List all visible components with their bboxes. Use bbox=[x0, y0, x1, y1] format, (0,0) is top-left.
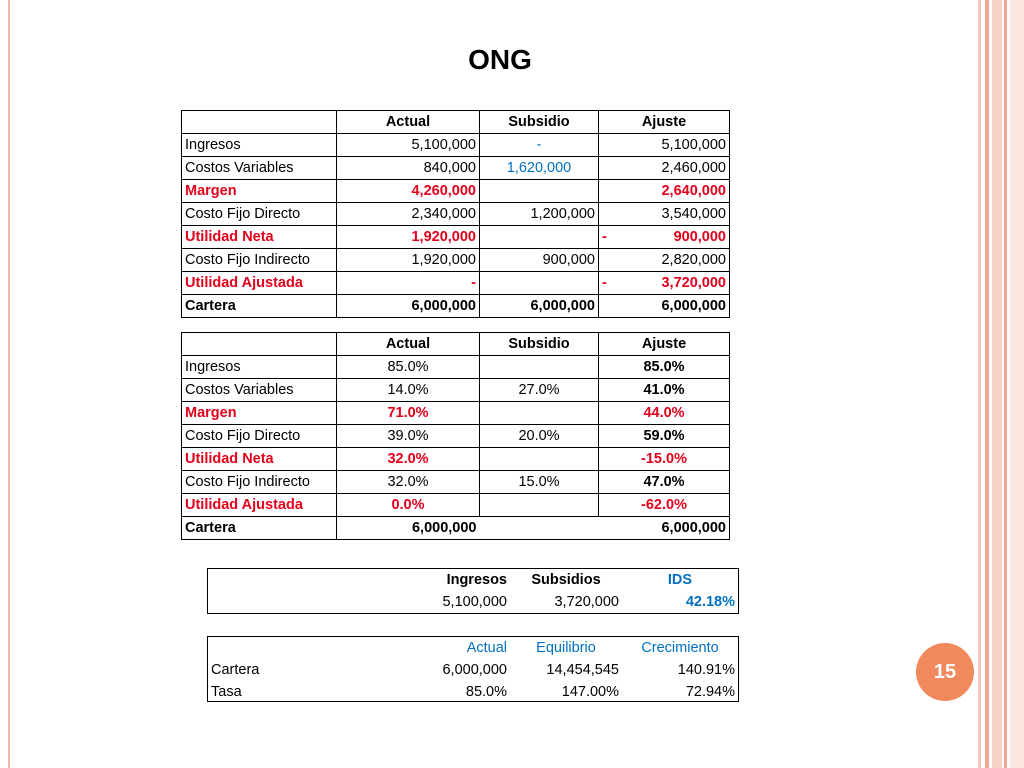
row-spacer bbox=[208, 591, 403, 613]
row-label: Ingresos bbox=[182, 134, 337, 157]
header-cell: Actual bbox=[337, 111, 480, 134]
cell-actual: - bbox=[337, 272, 480, 295]
ids-box bbox=[207, 568, 739, 614]
table-row bbox=[182, 203, 730, 226]
cell-actual: 32.0% bbox=[337, 471, 480, 494]
table-row bbox=[182, 379, 730, 402]
negative-sign: - bbox=[602, 275, 607, 291]
header-cell: Actual bbox=[337, 333, 480, 356]
table-header-row bbox=[182, 111, 730, 134]
cell-ajuste: 2,460,000 bbox=[599, 157, 730, 180]
row-label: Utilidad Neta bbox=[182, 226, 337, 249]
right-decor-stripe bbox=[992, 0, 1002, 768]
row-label: Costo Fijo Directo bbox=[182, 425, 337, 448]
cell-actual: 4,260,000 bbox=[337, 180, 480, 203]
header-cell: Subsidio bbox=[480, 111, 599, 134]
table-amounts bbox=[181, 110, 730, 318]
table-percentages bbox=[181, 332, 730, 540]
cell-ingresos: 5,100,000 bbox=[442, 594, 507, 610]
cell-subsidio: 6,000,000 bbox=[480, 295, 599, 318]
row-label: Tasa bbox=[211, 684, 242, 700]
row-label: Margen bbox=[182, 180, 337, 203]
table-row bbox=[182, 494, 730, 517]
table-growth bbox=[208, 637, 738, 703]
cell-subsidio bbox=[480, 272, 599, 295]
cell-actual: 85.0% bbox=[337, 356, 480, 379]
cell-ids: 42.18% bbox=[685, 594, 735, 610]
header-cell: Actual bbox=[466, 640, 507, 656]
row-label: Cartera bbox=[182, 295, 337, 318]
table-row bbox=[182, 180, 730, 203]
header-spacer bbox=[208, 569, 403, 591]
row-label: Costos Variables bbox=[182, 379, 337, 402]
table-row bbox=[182, 272, 730, 295]
row-label: Ingresos bbox=[182, 356, 337, 379]
row-label: Margen bbox=[182, 402, 337, 425]
cell-ajuste: -15.0% bbox=[599, 448, 730, 471]
table-row bbox=[182, 425, 730, 448]
cell-ajuste: 6,000,000 bbox=[599, 517, 730, 540]
cell-actual: 6,000,000 bbox=[442, 662, 507, 678]
page-number-badge: 15 bbox=[916, 643, 974, 701]
right-decor-stripe bbox=[1010, 0, 1024, 768]
cell-subsidio: 900,000 bbox=[480, 249, 599, 272]
header-cell: Ingresos bbox=[446, 572, 507, 588]
right-decor-stripe bbox=[978, 0, 981, 768]
row-label: Utilidad Ajustada bbox=[182, 272, 337, 295]
header-cell: Equilibrio bbox=[536, 640, 596, 656]
table-row bbox=[208, 591, 738, 613]
cell-actual: 6,000,000 bbox=[337, 295, 480, 318]
negative-sign: - bbox=[602, 229, 607, 245]
table-row bbox=[182, 157, 730, 180]
table-row bbox=[182, 295, 730, 318]
cell-actual: 6,000,000 bbox=[337, 517, 480, 540]
cell-ajuste: 41.0% bbox=[599, 379, 730, 402]
cell-ajuste: 44.0% bbox=[599, 402, 730, 425]
cell-subsidio bbox=[480, 356, 599, 379]
table-header-row bbox=[182, 333, 730, 356]
cell-actual: 14.0% bbox=[337, 379, 480, 402]
cell-ajuste bbox=[599, 226, 730, 249]
row-label: Costo Fijo Indirecto bbox=[182, 471, 337, 494]
table-row bbox=[182, 402, 730, 425]
cell-crecimiento: 140.91% bbox=[677, 662, 735, 678]
row-label: Costos Variables bbox=[182, 157, 337, 180]
cell-subsidio bbox=[480, 180, 599, 203]
row-label: Costo Fijo Directo bbox=[182, 203, 337, 226]
header-cell bbox=[182, 333, 337, 356]
left-border-line bbox=[8, 0, 10, 768]
cell-actual: 85.0% bbox=[465, 684, 507, 700]
cell-subsidio: 1,200,000 bbox=[480, 203, 599, 226]
cell-subsidio bbox=[480, 402, 599, 425]
cell-actual: 840,000 bbox=[337, 157, 480, 180]
cell-subsidio: 27.0% bbox=[480, 379, 599, 402]
cell-subsidio bbox=[480, 517, 599, 540]
cell-actual: 0.0% bbox=[337, 494, 480, 517]
header-cell bbox=[182, 111, 337, 134]
row-label: Costo Fijo Indirecto bbox=[182, 249, 337, 272]
cell-ajuste bbox=[599, 272, 730, 295]
cell-ajuste: 3,540,000 bbox=[599, 203, 730, 226]
cell-ajuste: 6,000,000 bbox=[599, 295, 730, 318]
row-label: Utilidad Ajustada bbox=[182, 494, 337, 517]
table-ids bbox=[208, 569, 738, 613]
cell-actual: 1,920,000 bbox=[337, 226, 480, 249]
cell-subsidio bbox=[480, 448, 599, 471]
cell-subsidio: 1,620,000 bbox=[480, 157, 599, 180]
cell-subsidio bbox=[480, 226, 599, 249]
table-row bbox=[182, 249, 730, 272]
table-header-row bbox=[208, 569, 738, 591]
cell-actual: 71.0% bbox=[337, 402, 480, 425]
cell-equilibrio: 14,454,545 bbox=[546, 662, 619, 678]
table-row bbox=[182, 448, 730, 471]
cell-value: 900,000 bbox=[673, 229, 726, 245]
cell-subsidio bbox=[480, 494, 599, 517]
table-row bbox=[182, 356, 730, 379]
cell-ajuste: 47.0% bbox=[599, 471, 730, 494]
header-cell: Subsidio bbox=[480, 333, 599, 356]
cell-actual: 5,100,000 bbox=[337, 134, 480, 157]
row-label: Cartera bbox=[211, 662, 260, 678]
table-header-row bbox=[208, 637, 738, 659]
cell-crecimiento: 72.94% bbox=[685, 684, 735, 700]
growth-box bbox=[207, 636, 739, 702]
slide-title: ONG bbox=[468, 44, 532, 75]
cell-subsidios: 3,720,000 bbox=[554, 594, 619, 610]
header-spacer bbox=[208, 637, 403, 659]
header-cell: Ajuste bbox=[599, 111, 730, 134]
header-cell: Subsidios bbox=[531, 572, 601, 588]
cell-ajuste: 2,820,000 bbox=[599, 249, 730, 272]
table-row bbox=[208, 659, 738, 681]
cell-actual: 32.0% bbox=[337, 448, 480, 471]
cell-ajuste: 59.0% bbox=[599, 425, 730, 448]
header-cell: Crecimiento bbox=[641, 640, 719, 656]
cell-subsidio: 20.0% bbox=[480, 425, 599, 448]
cell-actual: 2,340,000 bbox=[337, 203, 480, 226]
right-decor-stripe bbox=[1004, 0, 1007, 768]
table-row bbox=[182, 226, 730, 249]
cell-ajuste: 2,640,000 bbox=[599, 180, 730, 203]
table-row bbox=[182, 517, 730, 540]
cell-subsidio: - bbox=[480, 134, 599, 157]
cell-actual: 39.0% bbox=[337, 425, 480, 448]
cell-ajuste: 85.0% bbox=[599, 356, 730, 379]
cell-equilibrio: 147.00% bbox=[561, 684, 619, 700]
cell-ajuste: -62.0% bbox=[599, 494, 730, 517]
cell-actual: 1,920,000 bbox=[337, 249, 480, 272]
right-decor-stripe bbox=[985, 0, 989, 768]
header-cell: Ajuste bbox=[599, 333, 730, 356]
cell-value: 3,720,000 bbox=[661, 275, 726, 291]
cell-subsidio: 15.0% bbox=[480, 471, 599, 494]
row-label: Utilidad Neta bbox=[182, 448, 337, 471]
cell-ajuste: 5,100,000 bbox=[599, 134, 730, 157]
header-cell: IDS bbox=[667, 572, 693, 588]
table-row bbox=[208, 681, 738, 703]
table-row bbox=[182, 134, 730, 157]
table-row bbox=[182, 471, 730, 494]
row-label: Cartera bbox=[182, 517, 337, 540]
